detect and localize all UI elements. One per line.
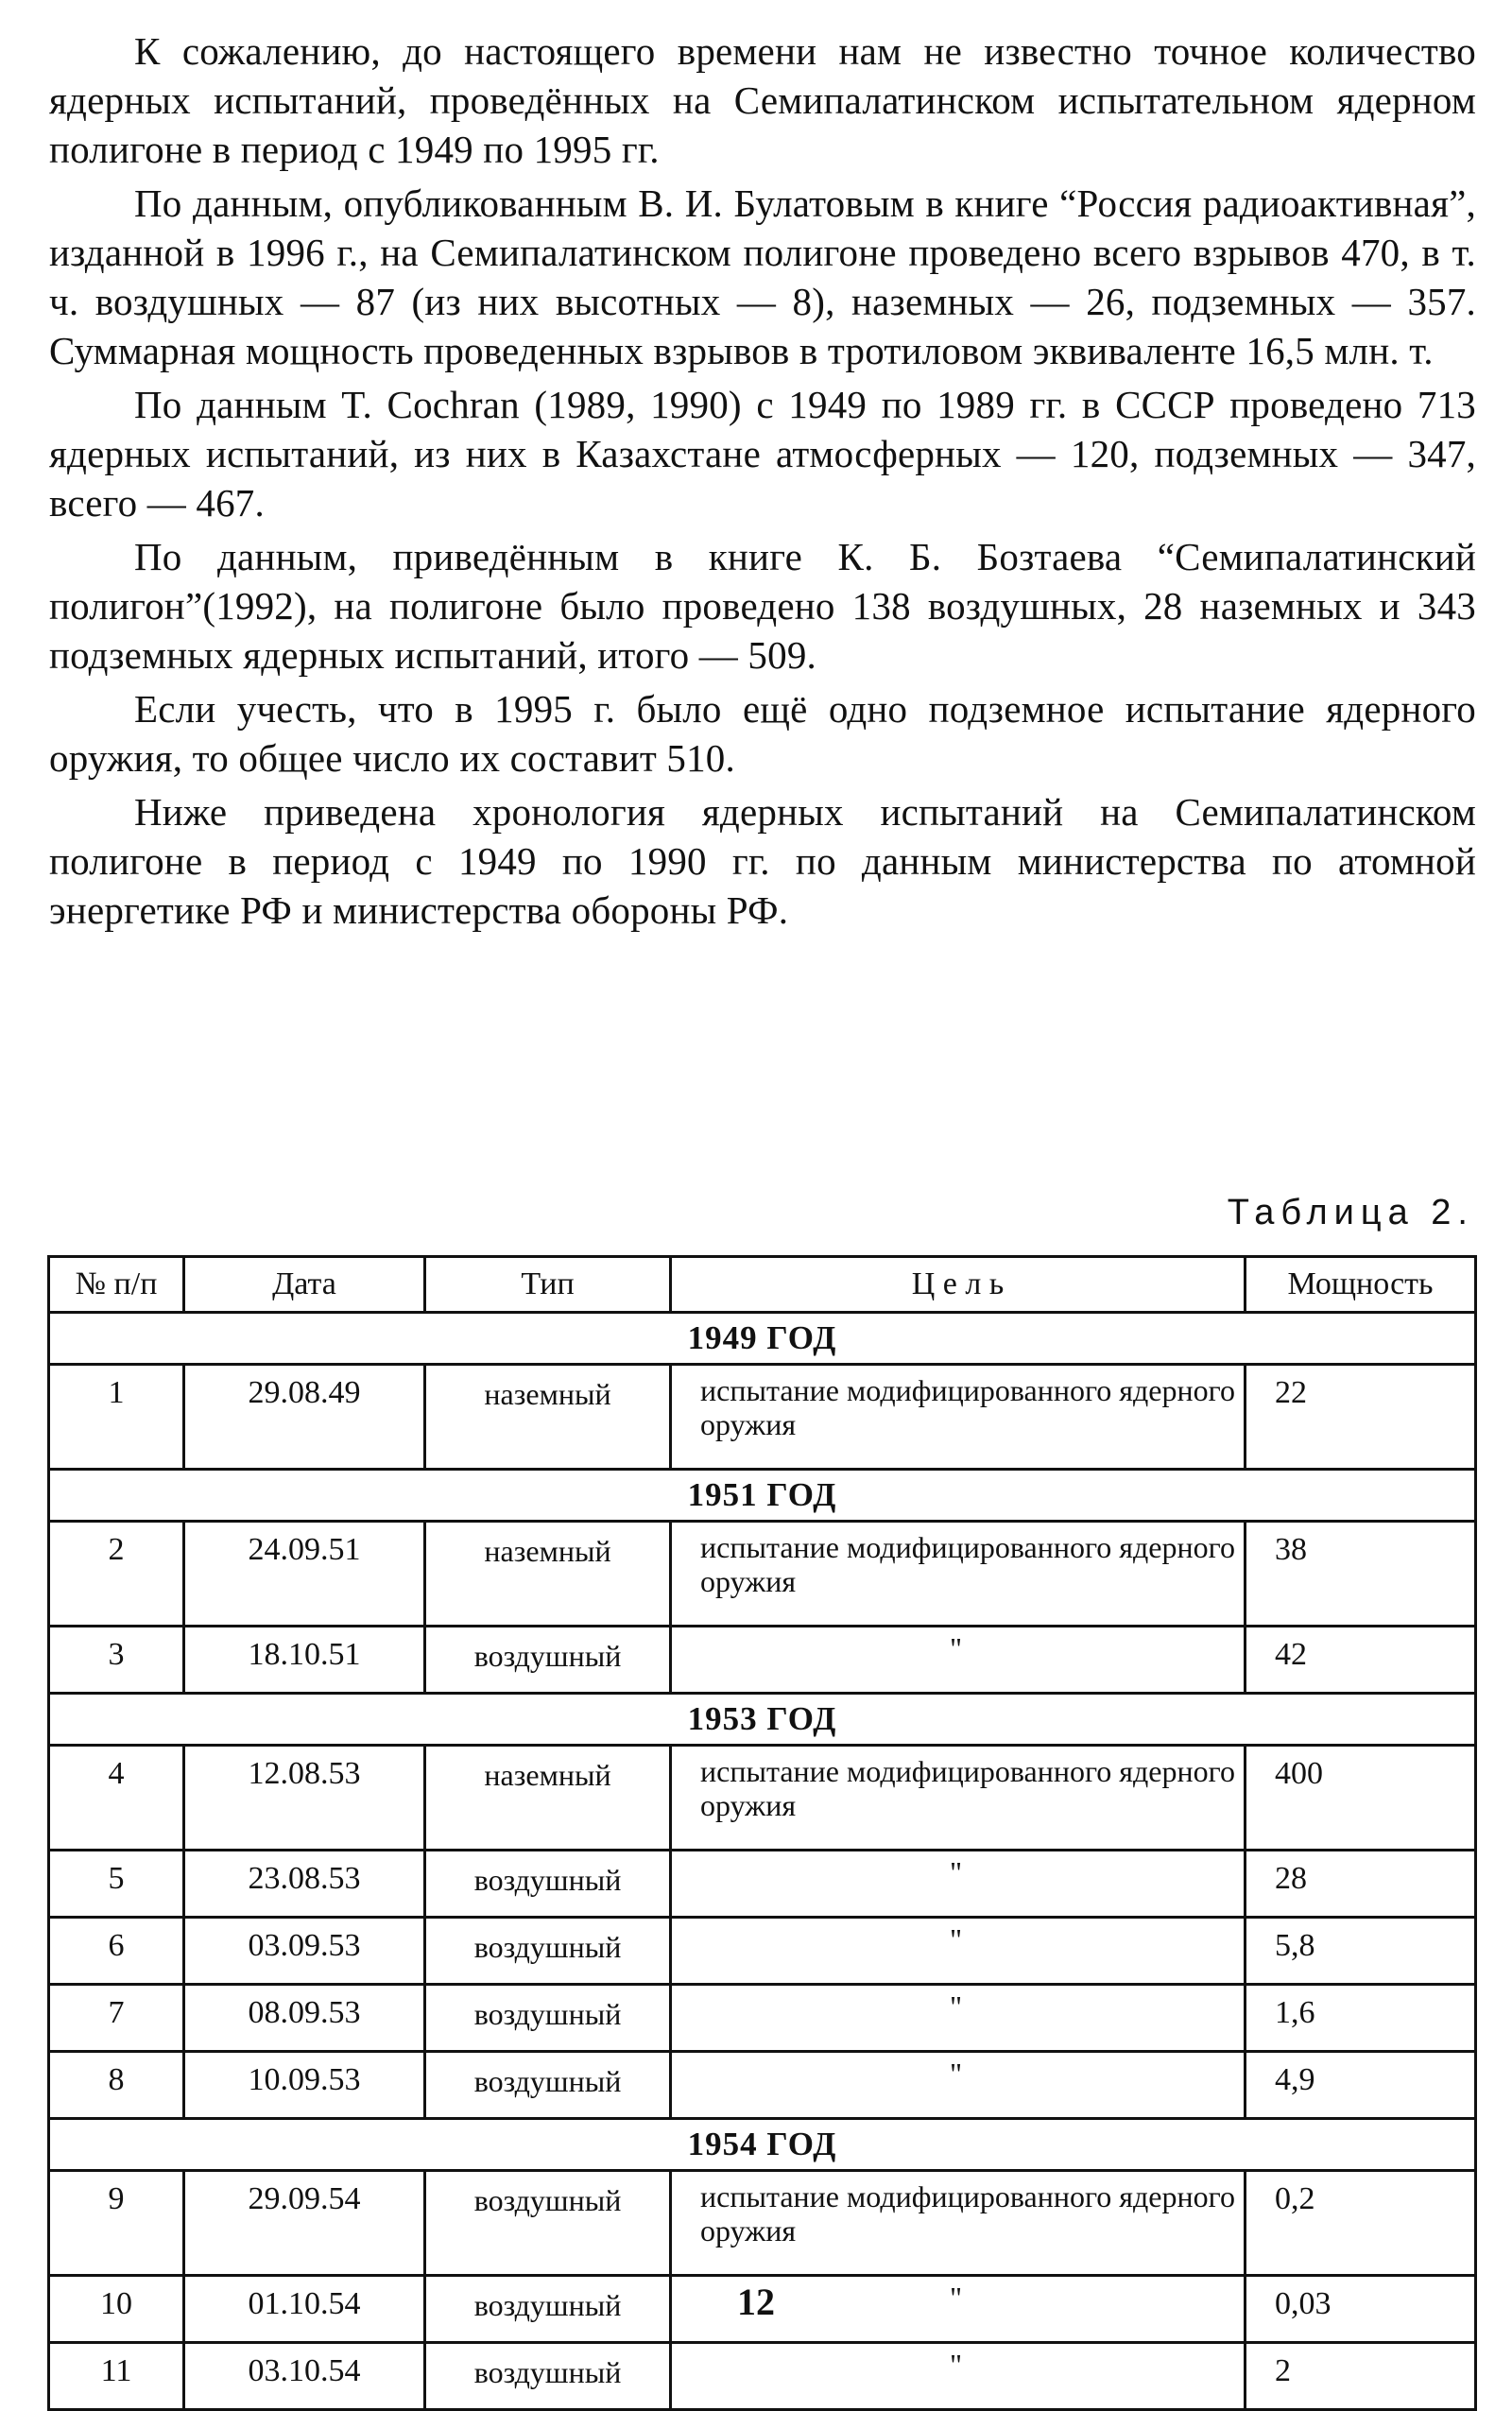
year-row-1953	[49, 1694, 1476, 1746]
row-num: 5	[49, 1851, 184, 1918]
row-type: воздушный	[425, 1627, 671, 1694]
year-label: 1949 ГОД	[49, 1313, 1476, 1365]
row-date: 03.09.53	[184, 1918, 425, 1985]
row-date: 29.08.49	[184, 1365, 425, 1470]
row-type: воздушный	[425, 1851, 671, 1918]
row-power: 0,03	[1246, 2276, 1476, 2343]
row-num: 1	[49, 1365, 184, 1470]
table-row	[49, 1851, 1476, 1918]
row-num: 2	[49, 1522, 184, 1627]
row-num: 10	[49, 2276, 184, 2343]
header-power: Мощность	[1246, 1257, 1476, 1313]
row-num: 7	[49, 1985, 184, 2052]
row-goal: испытание модифицированного ядерного оружия	[671, 1365, 1246, 1470]
row-date: 18.10.51	[184, 1627, 425, 1694]
row-power: 0,2	[1246, 2171, 1476, 2276]
row-goal: испытание модифицированного ядерного оружия	[671, 1522, 1246, 1627]
body-text	[49, 26, 1476, 939]
year-row-1949	[49, 1313, 1476, 1365]
paragraph-2: По данным, опубликованным В. И. Булатовым в книге “Россия радиоактивная”, изданной в 1996 г., на Семипалатинском полигоне проведено всего взрывов 470, в т. ч. воздушных — 87 (из них высотных — 8), наземных — 26, подземных — 357. Суммарная мощность проведенных взрывов в тротиловом эквиваленте 16,5 млн. т.	[49, 181, 1476, 372]
table-row	[49, 1746, 1476, 1851]
table-row	[49, 2052, 1476, 2119]
row-power: 2	[1246, 2343, 1476, 2410]
row-goal-ditto: "	[671, 1918, 1246, 1985]
row-type: наземный	[425, 1522, 671, 1627]
row-type: наземный	[425, 1746, 671, 1851]
row-date: 08.09.53	[184, 1985, 425, 2052]
nuclear-tests-table	[47, 1255, 1477, 2411]
row-power: 22	[1246, 1365, 1476, 1470]
row-power: 1,6	[1246, 1985, 1476, 2052]
row-goal-ditto: "	[671, 1627, 1246, 1694]
year-label: 1954 ГОД	[49, 2119, 1476, 2171]
row-goal: испытание модифицированного ядерного оружия	[671, 1746, 1246, 1851]
row-goal-ditto: "	[671, 2052, 1246, 2119]
row-power: 4,9	[1246, 2052, 1476, 2119]
row-num: 8	[49, 2052, 184, 2119]
row-type: воздушный	[425, 1918, 671, 1985]
row-goal-ditto: "	[671, 2343, 1246, 2410]
row-power: 42	[1246, 1627, 1476, 1694]
paragraph-6: Ниже приведена хронология ядерных испытаний на Семипалатинском полигоне в период с 1949 по 1990 гг. по данным министерства по атомной энергетике РФ и министерства обороны РФ.	[49, 790, 1476, 932]
year-label: 1953 ГОД	[49, 1694, 1476, 1746]
row-num: 11	[49, 2343, 184, 2410]
row-goal-ditto: "	[671, 1985, 1246, 2052]
row-num: 4	[49, 1746, 184, 1851]
row-type: воздушный	[425, 1985, 671, 2052]
row-type: воздушный	[425, 2171, 671, 2276]
header-type: Тип	[425, 1257, 671, 1313]
row-goal-ditto: "	[671, 2276, 1246, 2343]
year-row-1951	[49, 1470, 1476, 1522]
row-goal-ditto: "	[671, 1851, 1246, 1918]
row-num: 6	[49, 1918, 184, 1985]
table-row	[49, 2343, 1476, 2410]
paragraph-4: По данным, приведённым в книге К. Б. Бозтаева “Семипалатинский полигон”(1992), на полигоне было проведено 138 воздушных, 28 наземных и 343 подземных ядерных испытаний, итого — 509.	[49, 535, 1476, 677]
table-row	[49, 1522, 1476, 1627]
header-goal: Ц е л ь	[671, 1257, 1246, 1313]
row-num: 3	[49, 1627, 184, 1694]
row-date: 03.10.54	[184, 2343, 425, 2410]
page-number: 12	[737, 2281, 775, 2323]
row-goal: испытание модифицированного ядерного оружия	[671, 2171, 1246, 2276]
row-power: 400	[1246, 1746, 1476, 1851]
row-date: 10.09.53	[184, 2052, 425, 2119]
row-date: 29.09.54	[184, 2171, 425, 2276]
table-row	[49, 1918, 1476, 1985]
table-row	[49, 2171, 1476, 2276]
row-type: воздушный	[425, 2343, 671, 2410]
row-date: 24.09.51	[184, 1522, 425, 1627]
row-type: воздушный	[425, 2276, 671, 2343]
row-num: 9	[49, 2171, 184, 2276]
table-caption: Таблица 2.	[1227, 1193, 1474, 1232]
paragraph-5: Если учесть, что в 1995 г. было ещё одно подземное испытание ядерного оружия, то общее число их составит 510.	[49, 687, 1476, 780]
row-power: 38	[1246, 1522, 1476, 1627]
row-type: наземный	[425, 1365, 671, 1470]
row-power: 5,8	[1246, 1918, 1476, 1985]
paragraph-3: По данным T. Cochran (1989, 1990) с 1949 по 1989 гг. в СССР проведено 713 ядерных испытаний, из них в Казахстане атмосферных — 120, подземных — 347, всего — 467.	[49, 383, 1476, 525]
row-power: 28	[1246, 1851, 1476, 1918]
header-date: Дата	[184, 1257, 425, 1313]
table-header-row	[49, 1257, 1476, 1313]
row-date: 23.08.53	[184, 1851, 425, 1918]
header-num: № п/п	[49, 1257, 184, 1313]
row-date: 12.08.53	[184, 1746, 425, 1851]
row-date: 01.10.54	[184, 2276, 425, 2343]
row-type: воздушный	[425, 2052, 671, 2119]
year-row-1954	[49, 2119, 1476, 2171]
table-row	[49, 1365, 1476, 1470]
year-label: 1951 ГОД	[49, 1470, 1476, 1522]
table-row	[49, 1627, 1476, 1694]
paragraph-1: К сожалению, до настоящего времени нам не известно точное количество ядерных испытаний, проведённых на Семипалатинском испытательном ядерном полигоне в период с 1949 по 1995 гг.	[49, 29, 1476, 171]
table-row	[49, 1985, 1476, 2052]
